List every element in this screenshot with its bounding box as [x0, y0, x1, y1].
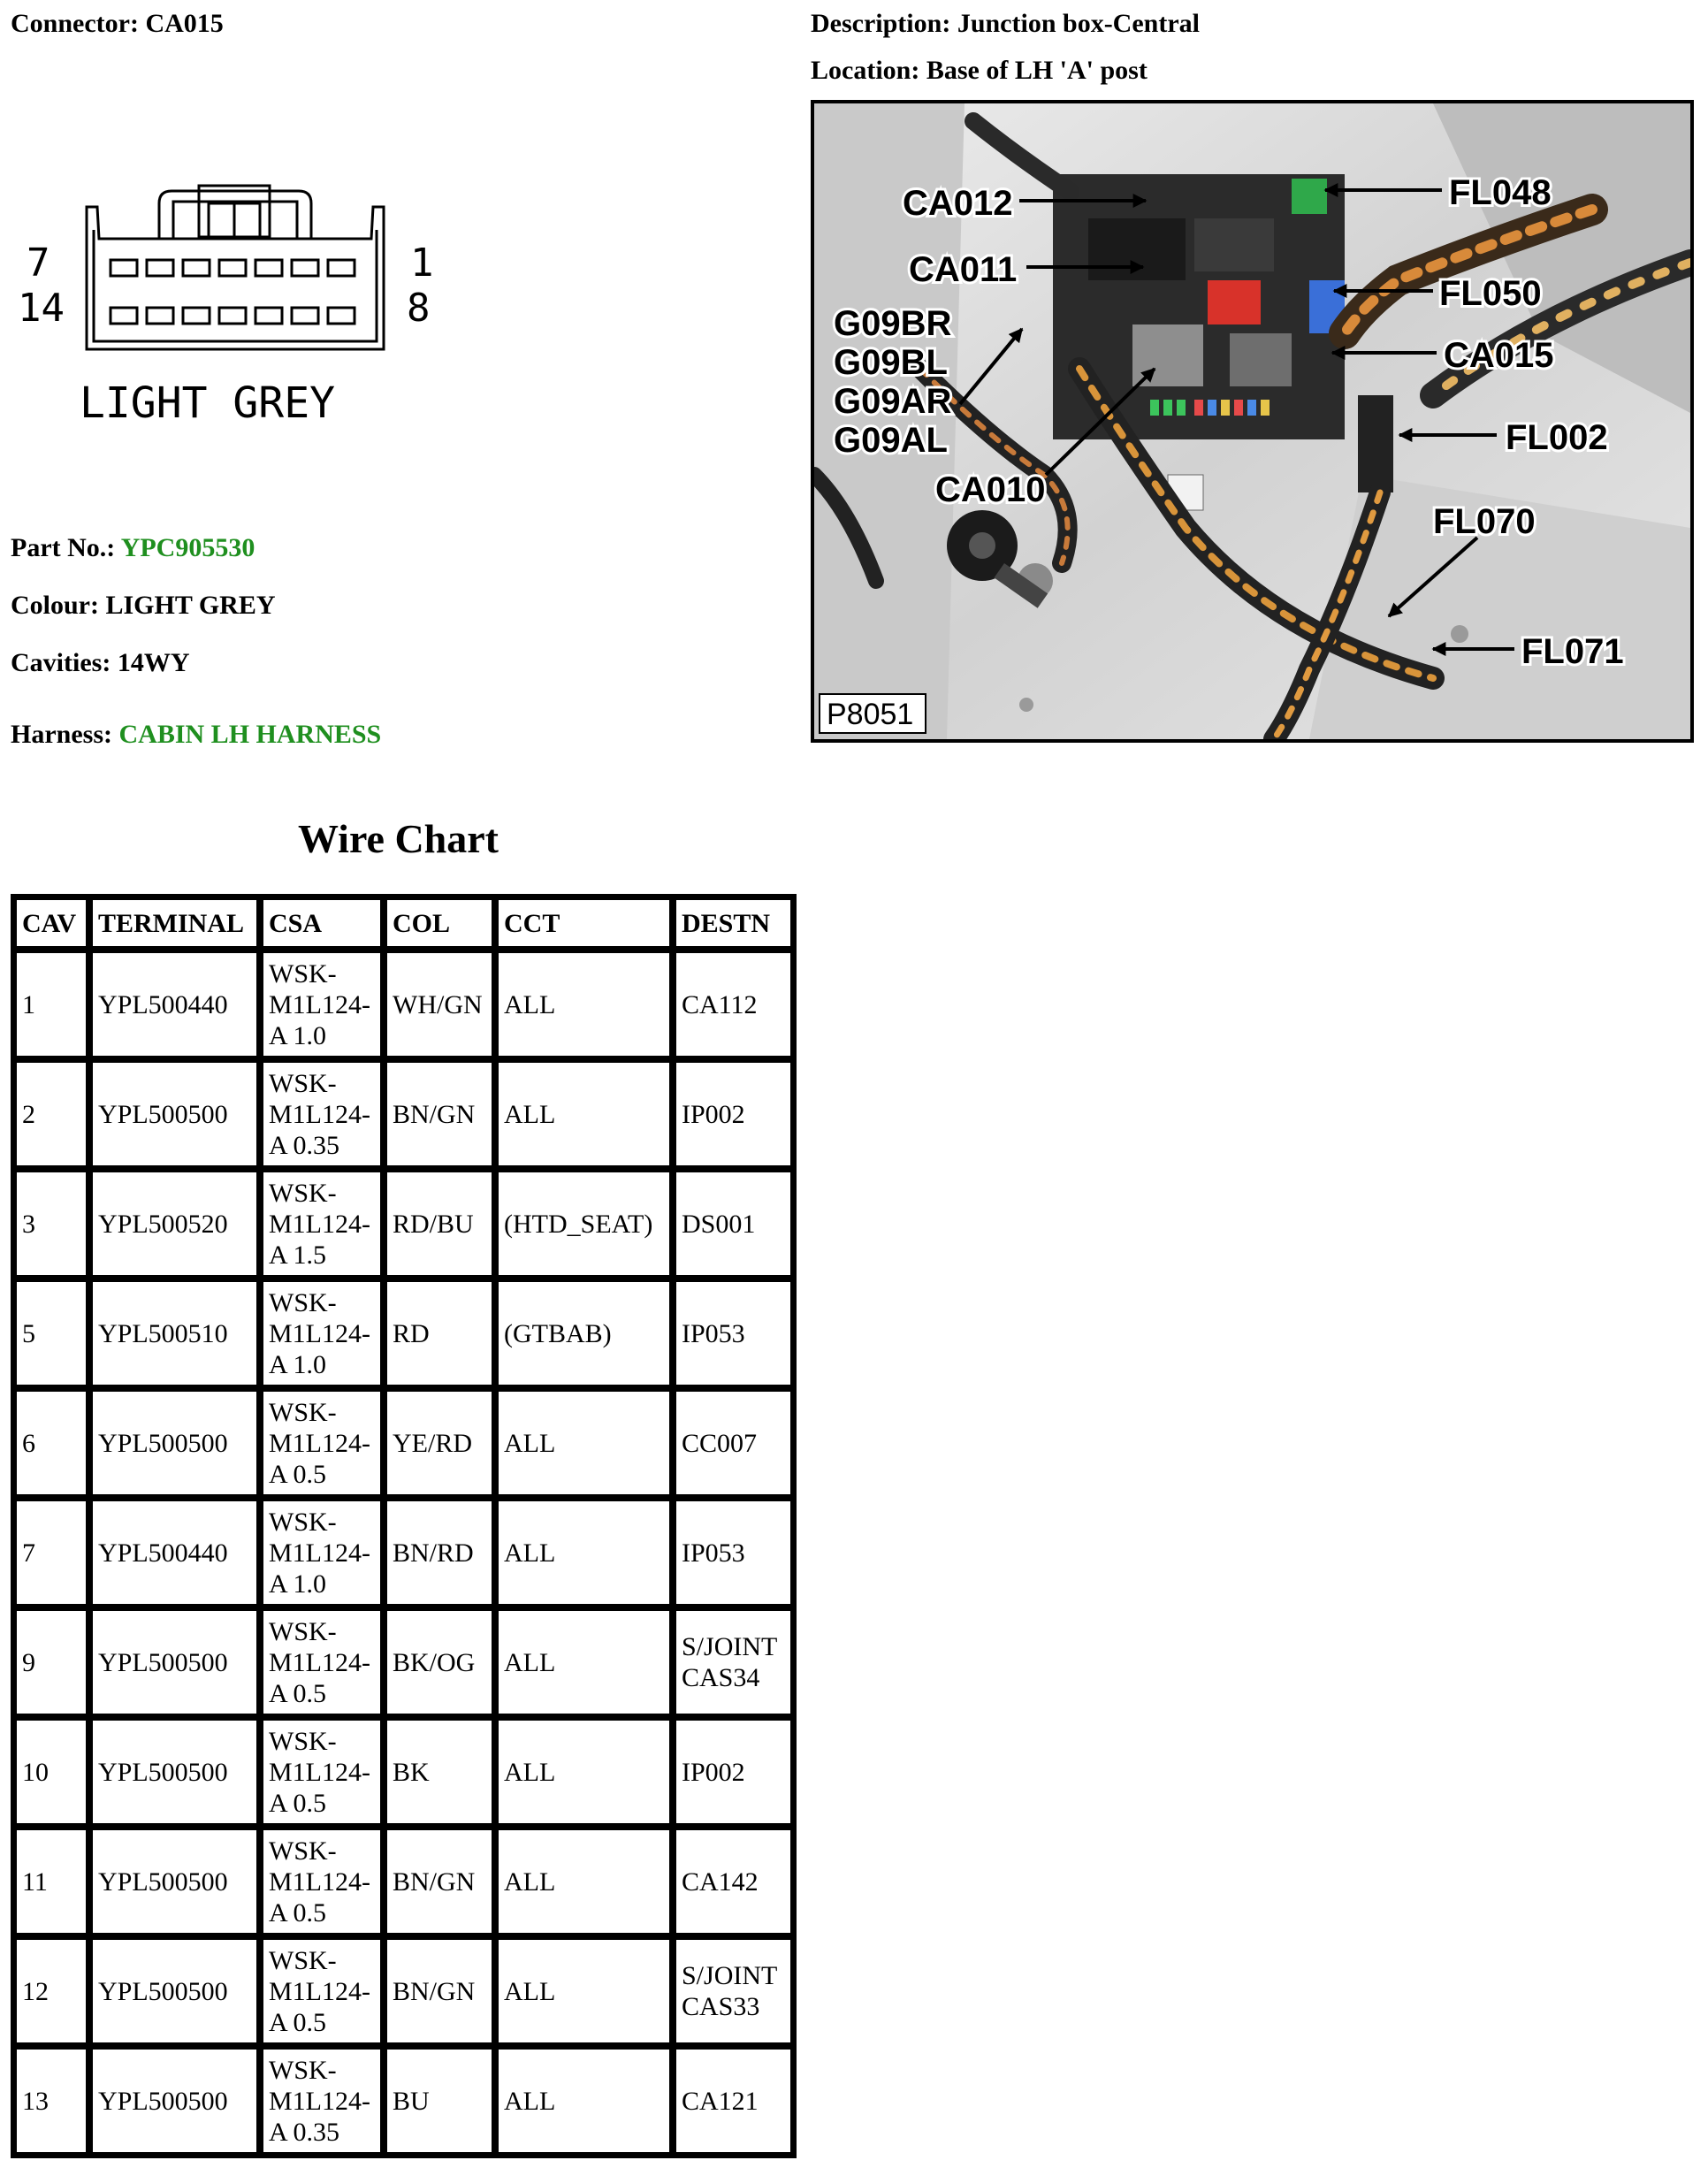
- cell-terminal: YPL500440: [89, 950, 260, 1059]
- part-no-link[interactable]: YPC905530: [120, 533, 255, 562]
- header-terminal: TERMINAL: [89, 897, 260, 950]
- cell-cct: (HTD_SEAT): [495, 1169, 673, 1279]
- csa-line: WSK-: [269, 2055, 337, 2085]
- cell-terminal: YPL500500: [89, 1388, 260, 1498]
- csa-line: M1L124-: [269, 1647, 370, 1677]
- table-row: [13, 1498, 794, 1607]
- pin-cavity: [328, 308, 355, 324]
- csa-line: WSK-: [269, 1507, 337, 1537]
- cell-destn: [673, 1936, 794, 2046]
- cell-cct: ALL: [495, 2046, 673, 2156]
- cell-cav: 9: [13, 1607, 89, 1717]
- table-row: [13, 2046, 794, 2156]
- header-destn: DESTN: [673, 897, 794, 950]
- pin-cavity: [292, 260, 318, 276]
- csa-line: A 0.5: [269, 1788, 327, 1818]
- csa-line: WSK-: [269, 1287, 337, 1317]
- pin-cavity: [183, 260, 210, 276]
- csa-line: A 0.35: [269, 2117, 340, 2147]
- csa-line: A 1.0: [269, 1569, 327, 1599]
- table-row: [13, 950, 794, 1059]
- cell-terminal: YPL500500: [89, 1607, 260, 1717]
- cell-terminal: YPL500520: [89, 1169, 260, 1279]
- cell-cct: ALL: [495, 1827, 673, 1936]
- csa-line: M1L124-: [269, 1428, 370, 1458]
- pin-cavity: [255, 260, 282, 276]
- harness-link[interactable]: CABIN LH HARNESS: [118, 720, 382, 749]
- cavities-label: Cavities:: [11, 648, 111, 677]
- csa-line: WSK-: [269, 1836, 337, 1866]
- location-label: Location:: [811, 56, 920, 85]
- csa-line: WSK-: [269, 1178, 337, 1208]
- pin-cavity: [219, 260, 246, 276]
- csa-line: WSK-: [269, 1616, 337, 1646]
- cell-cav: 12: [13, 1936, 89, 2046]
- callout-g09al: G09AL: [834, 421, 948, 460]
- callout-fl050: FL050: [1439, 274, 1542, 313]
- pin-cavity: [292, 308, 318, 324]
- pin-label-top-left: 7: [27, 240, 50, 286]
- cell-destn: [673, 950, 794, 1059]
- csa-line: M1L124-: [269, 1538, 370, 1568]
- cell-col: YE/RD: [384, 1388, 495, 1498]
- csa-line: WSK-: [269, 958, 337, 989]
- cell-cav: 10: [13, 1717, 89, 1827]
- csa-line: M1L124-: [269, 1209, 370, 1239]
- csa-line: A 0.5: [269, 1678, 327, 1708]
- destn-line: S/JOINT: [682, 1961, 778, 1990]
- part-no-label: Part No.:: [11, 533, 116, 562]
- location-photo: [811, 100, 1694, 743]
- csa-line: WSK-: [269, 1068, 337, 1098]
- connector-label: Connector:: [11, 9, 139, 38]
- csa-line: A 1.0: [269, 1020, 327, 1050]
- pin-cavity: [219, 308, 246, 324]
- cell-cav: 3: [13, 1169, 89, 1279]
- callout-ca011: CA011: [909, 250, 1018, 289]
- cell-destn: [673, 1827, 794, 1936]
- cell-cav: 7: [13, 1498, 89, 1607]
- cell-terminal: YPL500500: [89, 1717, 260, 1827]
- table-row: [13, 1936, 794, 2046]
- cell-col: BK: [384, 1717, 495, 1827]
- destn-line: CA121: [682, 2086, 759, 2116]
- wire-chart-table: [11, 894, 797, 2158]
- cell-col: RD/BU: [384, 1169, 495, 1279]
- cell-cct: ALL: [495, 1059, 673, 1169]
- csa-line: WSK-: [269, 1945, 337, 1975]
- destn-line: IP002: [682, 1099, 745, 1129]
- description-value: Junction box-Central: [957, 9, 1200, 38]
- callout-g09br: G09BR: [834, 304, 952, 343]
- cell-csa: [260, 1936, 384, 2046]
- description-field: [811, 9, 1200, 39]
- part-no-field: [11, 533, 255, 563]
- csa-line: WSK-: [269, 1397, 337, 1427]
- cell-cav: 1: [13, 950, 89, 1059]
- csa-line: M1L124-: [269, 2086, 370, 2116]
- location-field: [811, 56, 1148, 86]
- destn-line: DS001: [682, 1209, 756, 1239]
- cell-cav: 5: [13, 1279, 89, 1388]
- cell-csa: [260, 1827, 384, 1936]
- cell-col: BK/OG: [384, 1607, 495, 1717]
- cell-col: WH/GN: [384, 950, 495, 1059]
- cell-col: BU: [384, 2046, 495, 2156]
- cell-terminal: YPL500500: [89, 1827, 260, 1936]
- harness-field: [11, 720, 381, 750]
- pin-label-bottom-right: 8: [407, 286, 431, 331]
- cell-terminal: YPL500510: [89, 1279, 260, 1388]
- cell-cav: 11: [13, 1827, 89, 1936]
- callout-fl071: FL071: [1521, 632, 1624, 671]
- destn-line: CAS33: [682, 1992, 760, 2021]
- cell-csa: [260, 1169, 384, 1279]
- csa-line: A 0.5: [269, 1897, 327, 1928]
- cell-csa: [260, 1607, 384, 1717]
- callout-ca012: CA012: [903, 184, 1013, 223]
- cell-destn: [673, 1717, 794, 1827]
- cell-cct: ALL: [495, 950, 673, 1059]
- header-cav: CAV: [13, 897, 89, 950]
- wire-chart-title: Wire Chart: [298, 816, 499, 861]
- pin-cavity: [255, 308, 282, 324]
- callout-ca015: CA015: [1444, 336, 1554, 375]
- cell-destn: [673, 1059, 794, 1169]
- destn-line: CAS34: [682, 1663, 760, 1692]
- cell-csa: [260, 1498, 384, 1607]
- table-header-row: [13, 897, 794, 950]
- csa-line: A 0.5: [269, 1459, 327, 1489]
- cell-cct: ALL: [495, 1717, 673, 1827]
- csa-line: A 0.35: [269, 1130, 340, 1160]
- cell-terminal: YPL500500: [89, 2046, 260, 2156]
- connector-diagram: [18, 177, 433, 433]
- header-cct: CCT: [495, 897, 673, 950]
- csa-line: M1L124-: [269, 989, 370, 1019]
- cell-cav: 2: [13, 1059, 89, 1169]
- table-row: [13, 1279, 794, 1388]
- cell-cct: ALL: [495, 1936, 673, 2046]
- callout-g09bl: G09BL: [834, 343, 948, 382]
- table-row: [13, 1059, 794, 1169]
- cell-cct: ALL: [495, 1388, 673, 1498]
- destn-line: S/JOINT: [682, 1632, 778, 1661]
- cell-cct: ALL: [495, 1498, 673, 1607]
- header-col: COL: [384, 897, 495, 950]
- cell-terminal: YPL500500: [89, 1936, 260, 2046]
- table-row: [13, 1169, 794, 1279]
- pin-cavity: [147, 260, 173, 276]
- csa-line: A 1.0: [269, 1349, 327, 1379]
- location-value: Base of LH 'A' post: [926, 56, 1148, 85]
- cell-csa: [260, 1279, 384, 1388]
- cell-destn: [673, 1498, 794, 1607]
- callout-fl048: FL048: [1449, 173, 1552, 212]
- destn-line: IP002: [682, 1757, 745, 1787]
- description-label: Description:: [811, 9, 951, 38]
- harness-label: Harness:: [11, 720, 112, 749]
- pin-cavity: [328, 260, 355, 276]
- csa-line: M1L124-: [269, 1976, 370, 2006]
- pin-cavity: [183, 308, 210, 324]
- csa-line: WSK-: [269, 1726, 337, 1756]
- table-row: [13, 1388, 794, 1498]
- destn-line: CA112: [682, 989, 758, 1019]
- cell-col: BN/GN: [384, 1936, 495, 2046]
- colour-value: LIGHT GREY: [105, 591, 276, 620]
- cell-csa: [260, 1059, 384, 1169]
- csa-line: M1L124-: [269, 1099, 370, 1129]
- cell-csa: [260, 1388, 384, 1498]
- csa-line: A 0.5: [269, 2007, 327, 2037]
- callout-g09ar: G09AR: [834, 382, 952, 421]
- cell-col: RD: [384, 1279, 495, 1388]
- cell-csa: [260, 950, 384, 1059]
- cell-destn: [673, 1279, 794, 1388]
- cell-terminal: YPL500500: [89, 1059, 260, 1169]
- csa-line: M1L124-: [269, 1757, 370, 1787]
- colour-label: Colour:: [11, 591, 99, 620]
- cavities-field: [11, 648, 189, 678]
- photo-reference: P8051: [827, 698, 914, 731]
- destn-line: IP053: [682, 1318, 745, 1348]
- cell-destn: [673, 1169, 794, 1279]
- pin-label-top-right: 1: [410, 240, 433, 286]
- cell-terminal: YPL500440: [89, 1498, 260, 1607]
- connector-value: CA015: [145, 9, 224, 38]
- csa-line: A 1.5: [269, 1240, 327, 1270]
- cell-csa: [260, 1717, 384, 1827]
- table-row: [13, 1607, 794, 1717]
- pin-label-bottom-left: 14: [18, 286, 65, 331]
- cell-cav: 13: [13, 2046, 89, 2156]
- cell-col: BN/RD: [384, 1498, 495, 1607]
- callout-fl002: FL002: [1506, 418, 1608, 457]
- csa-line: M1L124-: [269, 1866, 370, 1897]
- cavities-value: 14WY: [117, 648, 190, 677]
- callout-ca010: CA010: [935, 470, 1046, 509]
- cell-col: BN/GN: [384, 1059, 495, 1169]
- pin-cavity: [147, 308, 173, 324]
- csa-line: M1L124-: [269, 1318, 370, 1348]
- cell-cct: ALL: [495, 1607, 673, 1717]
- connector-field: [11, 9, 224, 39]
- cell-destn: [673, 2046, 794, 2156]
- cell-csa: [260, 2046, 384, 2156]
- callout-fl070: FL070: [1433, 502, 1536, 541]
- table-row: [13, 1827, 794, 1936]
- cell-col: BN/GN: [384, 1827, 495, 1936]
- cell-destn: [673, 1388, 794, 1498]
- cell-cav: 6: [13, 1388, 89, 1498]
- pin-cavity: [111, 260, 137, 276]
- cell-cct: (GTBAB): [495, 1279, 673, 1388]
- destn-line: CA142: [682, 1866, 759, 1897]
- connector-colour-caption: LIGHT GREY: [80, 378, 335, 428]
- colour-field: [11, 591, 276, 621]
- destn-line: IP053: [682, 1538, 745, 1568]
- pin-cavity: [111, 308, 137, 324]
- destn-line: CC007: [682, 1428, 758, 1458]
- header-csa: CSA: [260, 897, 384, 950]
- table-row: [13, 1717, 794, 1827]
- cell-destn: [673, 1607, 794, 1717]
